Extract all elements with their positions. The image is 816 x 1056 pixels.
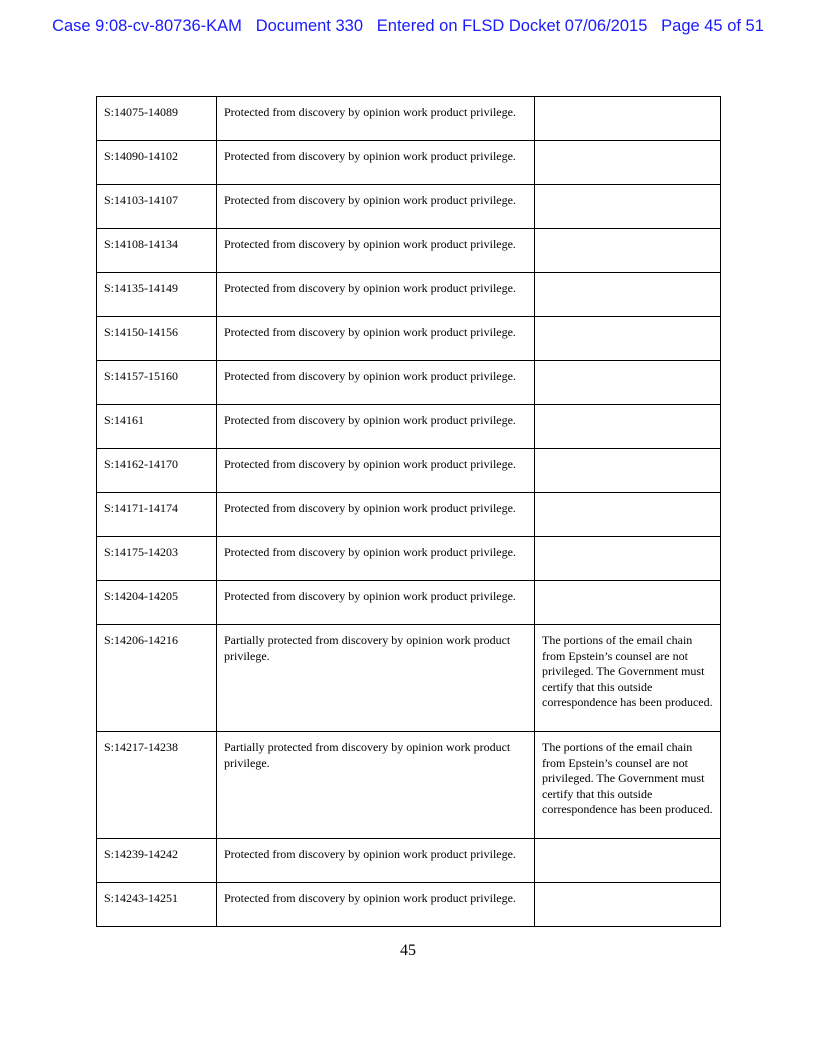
note-cell: The portions of the email chain from Epstein’s counsel are not privileged. The Government must certify that this outside correspondence has been produced.	[535, 625, 721, 732]
table-row	[97, 493, 721, 537]
bates-number-cell: S:14103-14107	[97, 185, 217, 229]
ruling-cell: Protected from discovery by opinion work product privilege.	[217, 537, 535, 581]
bates-number-cell: S:14157-15160	[97, 361, 217, 405]
ruling-cell: Protected from discovery by opinion work product privilege.	[217, 273, 535, 317]
bates-number-cell: S:14090-14102	[97, 141, 217, 185]
ruling-cell: Protected from discovery by opinion work product privilege.	[217, 185, 535, 229]
note-cell	[535, 141, 721, 185]
ruling-cell: Protected from discovery by opinion work product privilege.	[217, 229, 535, 273]
note-cell	[535, 185, 721, 229]
note-cell	[535, 97, 721, 141]
privilege-log-table	[96, 96, 721, 927]
note-cell	[535, 493, 721, 537]
case-number: Case 9:08-cv-80736-KAM	[52, 17, 242, 35]
table-row	[97, 839, 721, 883]
table-row	[97, 537, 721, 581]
docket-entry: Entered on FLSD Docket 07/06/2015	[376, 17, 648, 35]
ruling-cell: Protected from discovery by opinion work product privilege.	[217, 581, 535, 625]
bates-number-cell: S:14150-14156	[97, 317, 217, 361]
table-row	[97, 405, 721, 449]
table-row	[97, 361, 721, 405]
note-cell	[535, 361, 721, 405]
note-cell	[535, 229, 721, 273]
case-header	[0, 17, 816, 36]
bates-number-cell: S:14171-14174	[97, 493, 217, 537]
bates-number-cell: S:14161	[97, 405, 217, 449]
ruling-cell: Protected from discovery by opinion work product privilege.	[217, 317, 535, 361]
ruling-cell: Protected from discovery by opinion work product privilege.	[217, 883, 535, 927]
table-row	[97, 185, 721, 229]
ruling-cell: Protected from discovery by opinion work product privilege.	[217, 839, 535, 883]
ruling-cell: Protected from discovery by opinion work product privilege.	[217, 97, 535, 141]
ruling-cell: Protected from discovery by opinion work product privilege.	[217, 405, 535, 449]
note-cell	[535, 317, 721, 361]
table-row	[97, 581, 721, 625]
page-number: 45	[400, 942, 416, 959]
note-cell	[535, 405, 721, 449]
document-number: Document 330	[255, 17, 364, 35]
bates-number-cell: S:14108-14134	[97, 229, 217, 273]
ruling-cell: Protected from discovery by opinion work product privilege.	[217, 361, 535, 405]
ruling-cell: Protected from discovery by opinion work product privilege.	[217, 449, 535, 493]
bates-number-cell: S:14204-14205	[97, 581, 217, 625]
table-row	[97, 625, 721, 732]
privilege-log-body	[97, 97, 721, 927]
table-row	[97, 229, 721, 273]
note-cell	[535, 883, 721, 927]
bates-number-cell: S:14175-14203	[97, 537, 217, 581]
bates-number-cell: S:14135-14149	[97, 273, 217, 317]
table-row	[97, 273, 721, 317]
note-cell	[535, 273, 721, 317]
table-row	[97, 732, 721, 839]
bates-number-cell: S:14217-14238	[97, 732, 217, 839]
bates-number-cell: S:14239-14242	[97, 839, 217, 883]
ruling-cell: Partially protected from discovery by opinion work product privilege.	[217, 625, 535, 732]
note-cell	[535, 839, 721, 883]
ruling-cell: Protected from discovery by opinion work product privilege.	[217, 493, 535, 537]
bates-number-cell: S:14162-14170	[97, 449, 217, 493]
page-indicator: Page 45 of 51	[661, 17, 764, 35]
table-row	[97, 141, 721, 185]
ruling-cell: Protected from discovery by opinion work product privilege.	[217, 141, 535, 185]
note-cell	[535, 581, 721, 625]
note-cell	[535, 449, 721, 493]
note-cell	[535, 537, 721, 581]
bates-number-cell: S:14075-14089	[97, 97, 217, 141]
table-row	[97, 883, 721, 927]
ruling-cell: Partially protected from discovery by opinion work product privilege.	[217, 732, 535, 839]
table-row	[97, 449, 721, 493]
table-row	[97, 97, 721, 141]
bates-number-cell: S:14206-14216	[97, 625, 217, 732]
note-cell: The portions of the email chain from Epstein’s counsel are not privileged. The Government must certify that this outside correspondence has been produced.	[535, 732, 721, 839]
bates-number-cell: S:14243-14251	[97, 883, 217, 927]
table-row	[97, 317, 721, 361]
